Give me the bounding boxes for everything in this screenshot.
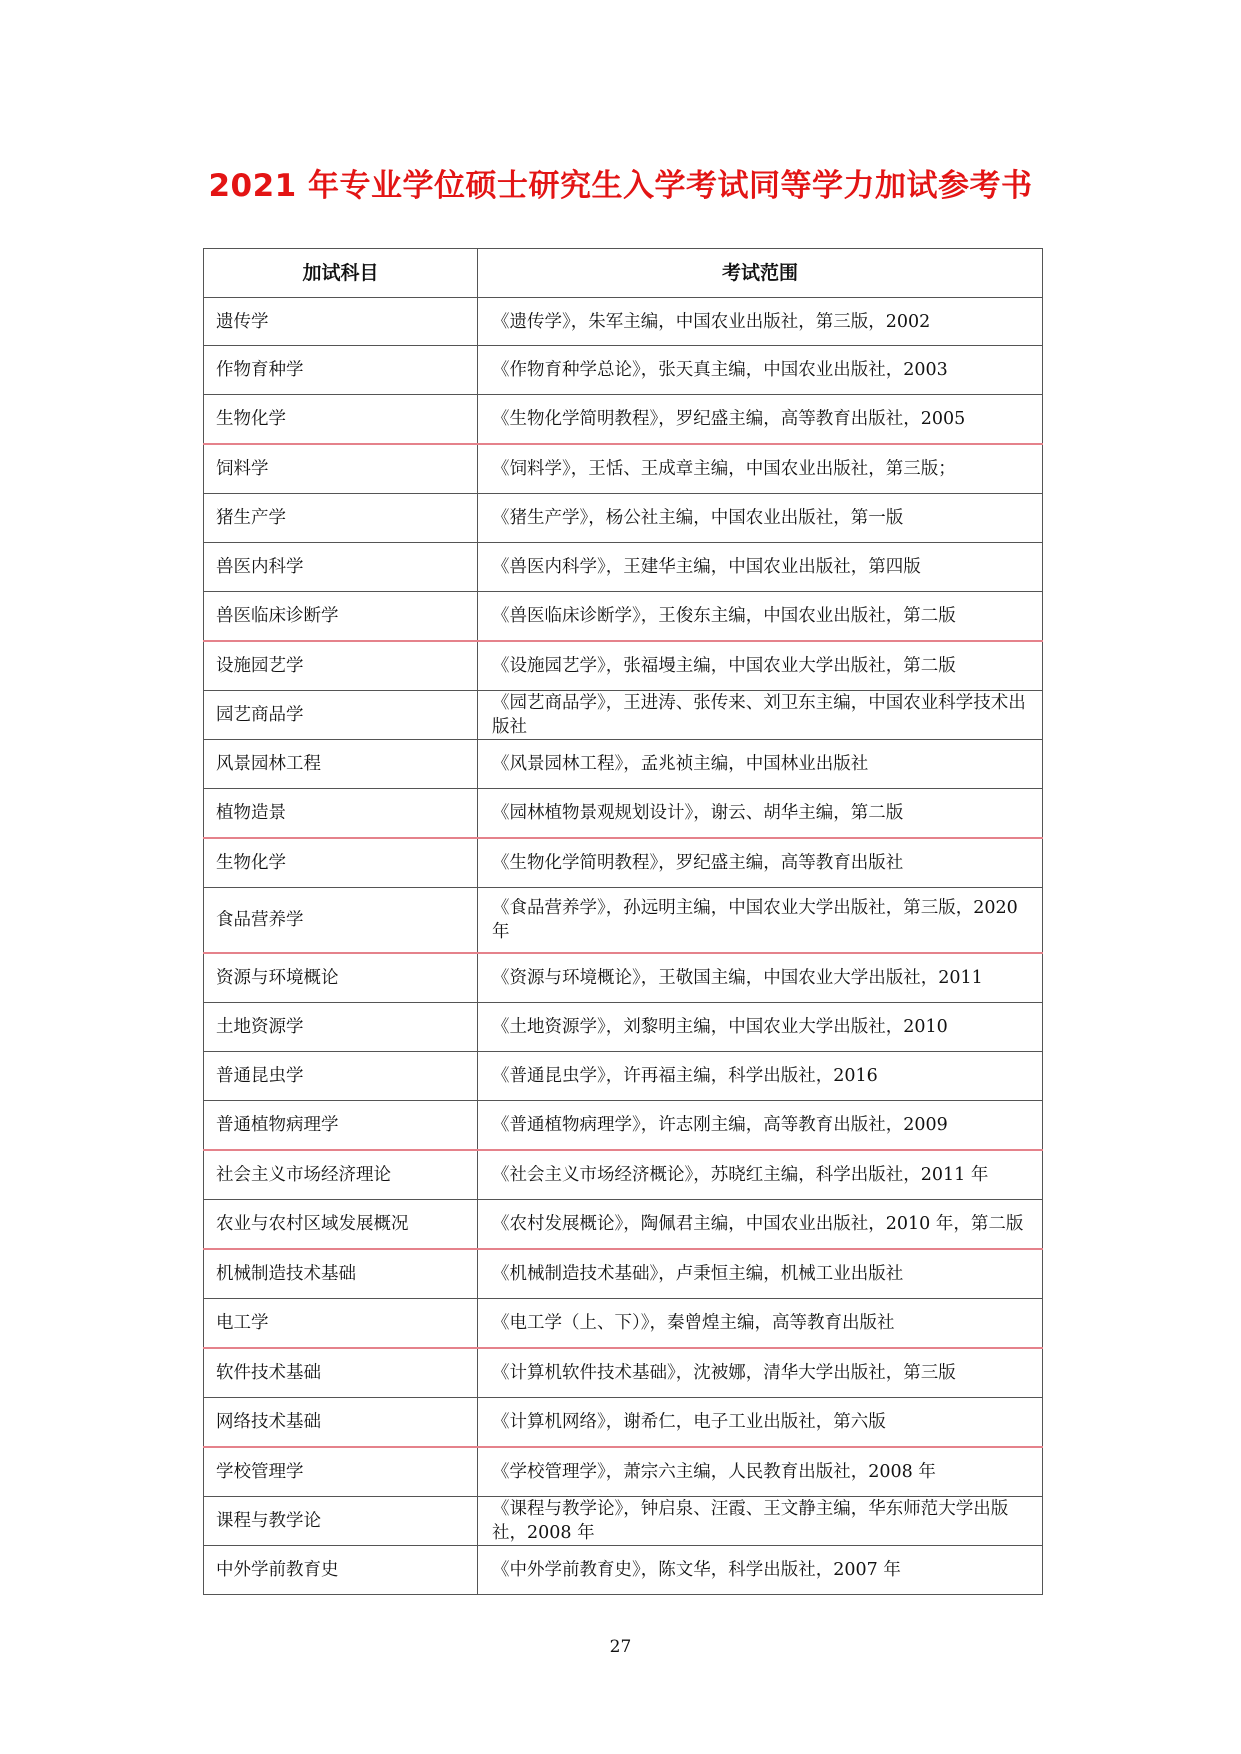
- scope-cell: 《兽医内科学》，王建华主编，中国农业出版社，第四版: [478, 543, 1043, 592]
- scope-cell: 《机械制造技术基础》，卢秉恒主编，机械工业出版社: [478, 1249, 1043, 1299]
- table-row: [204, 592, 1043, 642]
- table-row: [204, 888, 1043, 954]
- table-row: [204, 838, 1043, 888]
- scope-cell: 《社会主义市场经济概论》，苏晓红主编，科学出版社，2011 年: [478, 1150, 1043, 1200]
- subject-cell: 网络技术基础: [204, 1398, 478, 1448]
- subject-cell: 农业与农村区域发展概况: [204, 1200, 478, 1250]
- scope-cell: 《土地资源学》，刘黎明主编，中国农业大学出版社，2010: [478, 1003, 1043, 1052]
- table-row: [204, 1249, 1043, 1299]
- scope-cell: 《中外学前教育史》，陈文华，科学出版社，2007 年: [478, 1546, 1043, 1595]
- subject-cell: 土地资源学: [204, 1003, 478, 1052]
- subject-cell: 软件技术基础: [204, 1348, 478, 1398]
- table-row: [204, 789, 1043, 839]
- subject-cell: 风景园林工程: [204, 740, 478, 789]
- subject-cell: 植物造景: [204, 789, 478, 839]
- subject-cell: 兽医内科学: [204, 543, 478, 592]
- scope-cell: 《遗传学》，朱军主编，中国农业出版社，第三版，2002: [478, 298, 1043, 346]
- scope-cell: 《课程与教学论》，钟启泉、汪霞、王文静主编，华东师范大学出版社，2008 年: [478, 1497, 1043, 1546]
- scope-cell: 《设施园艺学》，张福墁主编，中国农业大学出版社，第二版: [478, 641, 1043, 691]
- table-row: [204, 1546, 1043, 1595]
- scope-cell: 《计算机网络》，谢希仁，电子工业出版社，第六版: [478, 1398, 1043, 1448]
- table-row: [204, 494, 1043, 543]
- subject-cell: 学校管理学: [204, 1447, 478, 1497]
- subject-cell: 资源与环境概论: [204, 953, 478, 1003]
- subject-cell: 生物化学: [204, 395, 478, 445]
- scope-cell: 《普通昆虫学》，许再福主编，科学出版社，2016: [478, 1052, 1043, 1101]
- scope-cell: 《学校管理学》，萧宗六主编，人民教育出版社，2008 年: [478, 1447, 1043, 1497]
- table-row: [204, 1052, 1043, 1101]
- table-row: [204, 543, 1043, 592]
- table-row: [204, 641, 1043, 691]
- scope-cell: 《猪生产学》，杨公社主编，中国农业出版社，第一版: [478, 494, 1043, 543]
- subject-cell: 生物化学: [204, 838, 478, 888]
- subject-cell: 普通植物病理学: [204, 1101, 478, 1151]
- scope-cell: 《电工学（上、下）》，秦曾煌主编，高等教育出版社: [478, 1299, 1043, 1349]
- subject-cell: 饲料学: [204, 444, 478, 494]
- table-row: [204, 395, 1043, 445]
- table-row: [204, 953, 1043, 1003]
- column-header-subject: 加试科目: [204, 249, 478, 298]
- subject-cell: 作物育种学: [204, 346, 478, 395]
- reference-books-table: [203, 248, 1043, 1595]
- table-row: [204, 1003, 1043, 1052]
- table-row: [204, 1497, 1043, 1546]
- table-row: [204, 444, 1043, 494]
- table-row: [204, 1200, 1043, 1250]
- scope-cell: 《食品营养学》，孙远明主编，中国农业大学出版社，第三版，2020年: [478, 888, 1043, 954]
- table-header-row: [204, 249, 1043, 298]
- subject-cell: 园艺商品学: [204, 691, 478, 740]
- scope-cell: 《普通植物病理学》，许志刚主编，高等教育出版社，2009: [478, 1101, 1043, 1151]
- subject-cell: 遗传学: [204, 298, 478, 346]
- subject-cell: 普通昆虫学: [204, 1052, 478, 1101]
- table-row: [204, 1150, 1043, 1200]
- table-row: [204, 691, 1043, 740]
- scope-cell: 《风景园林工程》，孟兆祯主编，中国林业出版社: [478, 740, 1043, 789]
- scope-cell: 《生物化学简明教程》，罗纪盛主编，高等教育出版社，2005: [478, 395, 1043, 445]
- page-number: 27: [609, 1637, 632, 1657]
- table-row: [204, 1447, 1043, 1497]
- table-row: [204, 1101, 1043, 1151]
- table-row: [204, 346, 1043, 395]
- subject-cell: 社会主义市场经济理论: [204, 1150, 478, 1200]
- scope-cell: 《计算机软件技术基础》，沈被娜，清华大学出版社，第三版: [478, 1348, 1043, 1398]
- subject-cell: 电工学: [204, 1299, 478, 1349]
- table-row: [204, 1348, 1043, 1398]
- column-header-scope: 考试范围: [478, 249, 1043, 298]
- page-title: 2021 年专业学位硕士研究生入学考试同等学力加试参考书: [208, 168, 1033, 204]
- subject-cell: 食品营养学: [204, 888, 478, 954]
- scope-cell: 《农村发展概论》，陶佩君主编，中国农业出版社，2010 年，第二版: [478, 1200, 1043, 1250]
- table-row: [204, 1299, 1043, 1349]
- subject-cell: 中外学前教育史: [204, 1546, 478, 1595]
- subject-cell: 兽医临床诊断学: [204, 592, 478, 642]
- scope-cell: 《生物化学简明教程》，罗纪盛主编，高等教育出版社: [478, 838, 1043, 888]
- subject-cell: 猪生产学: [204, 494, 478, 543]
- subject-cell: 机械制造技术基础: [204, 1249, 478, 1299]
- scope-cell: 《园林植物景观规划设计》，谢云、胡华主编，第二版: [478, 789, 1043, 839]
- scope-cell: 《兽医临床诊断学》，王俊东主编，中国农业出版社，第二版: [478, 592, 1043, 642]
- scope-cell: 《资源与环境概论》，王敬国主编，中国农业大学出版社，2011: [478, 953, 1043, 1003]
- scope-cell: 《园艺商品学》，王进涛、张传来、刘卫东主编，中国农业科学技术出版社: [478, 691, 1043, 740]
- table-row: [204, 298, 1043, 346]
- subject-cell: 设施园艺学: [204, 641, 478, 691]
- scope-cell: 《作物育种学总论》，张天真主编，中国农业出版社，2003: [478, 346, 1043, 395]
- table-row: [204, 1398, 1043, 1448]
- scope-cell: 《饲料学》，王恬、王成章主编，中国农业出版社，第三版；: [478, 444, 1043, 494]
- table-row: [204, 740, 1043, 789]
- subject-cell: 课程与教学论: [204, 1497, 478, 1546]
